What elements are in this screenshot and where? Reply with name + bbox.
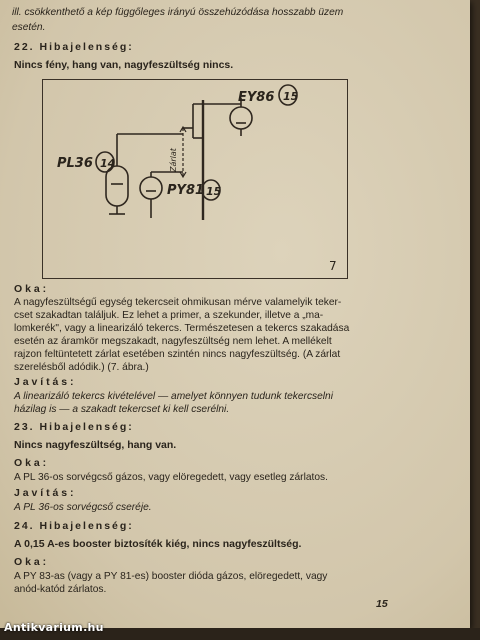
py81-tube-symbol bbox=[140, 177, 162, 199]
py81-label: PY81 bbox=[167, 183, 205, 198]
section-22-oka-line-2: cset szakadtan találjuk. Ez lehet a primer, a szekunder, illetve a „ma- bbox=[14, 310, 324, 321]
section-23-javitas-label: J a v í t á s : bbox=[14, 487, 74, 499]
section-22-title: 22. Hibajelenség: bbox=[14, 41, 134, 53]
section-23-oka-label: O k a : bbox=[14, 457, 47, 469]
section-22-oka-line-4: esetén az áramkör megszakadt, nagyfeszültség nem lehet. A mellékelt bbox=[14, 336, 332, 347]
section-24-title: 24. Hibajelenség: bbox=[14, 520, 134, 532]
section-23-subtitle: Nincs nagyfeszültség, hang van. bbox=[14, 439, 177, 451]
ey86-tube-symbol bbox=[230, 107, 252, 129]
top-line: ill. csökkenthető a kép függőleges irányú összehúzódása hosszabb üzem bbox=[12, 7, 344, 18]
section-24-oka-line-1: A PY 83-as (vagy a PY 81-es) booster dióda gázos, elöregedett, vagy bbox=[14, 571, 328, 582]
section-22-javitas-line-1: A linearizáló tekercs kivételével — amelyet könnyen tudunk tekercselni bbox=[14, 391, 333, 402]
section-23-title: 23. Hibajelenség: bbox=[14, 421, 134, 433]
fault-label: Zárlat bbox=[169, 148, 178, 172]
figure-number: 7 bbox=[329, 259, 337, 273]
ey86-label: EY86 bbox=[238, 90, 275, 105]
section-22-javitas-line-2: házilag is — a szakadt tekercset ki kell cserélni. bbox=[14, 404, 230, 415]
pl36-tube-symbol bbox=[106, 166, 128, 206]
section-22-oka-label: O k a : bbox=[14, 283, 47, 295]
section-22-javitas-label: J a v í t á s : bbox=[14, 376, 74, 388]
top-line-2: esetén. bbox=[12, 22, 46, 33]
watermark: Antikvarium.hu bbox=[4, 621, 104, 634]
circuit-figure bbox=[42, 79, 348, 279]
section-22-oka-line-1: A nagyfeszültségű egység tekercseit ohmikusan mérve valamelyik teker- bbox=[14, 297, 342, 308]
section-22-oka-line-6: szerelésből adódik.) (7. ábra.) bbox=[14, 362, 149, 373]
py81-number: 15 bbox=[206, 185, 222, 198]
section-24-oka-line-2: anód-katód zárlatos. bbox=[14, 584, 107, 595]
ey86-number: 15 bbox=[283, 90, 299, 103]
section-22-oka-line-3: lomkerék", vagy a linearizáló tekercs. Természetesen a tekercs szakadása bbox=[14, 323, 350, 334]
section-24-subtitle: A 0,15 A-es booster biztosíték kiég, nincs nagyfeszültség. bbox=[14, 538, 302, 550]
section-24-oka-label: O k a : bbox=[14, 556, 47, 568]
section-22-oka-line-5: rajzon feltüntetett zárlat esetében szintén nincs nagyfeszültség. (A zárlat bbox=[14, 349, 341, 360]
circuit-diagram bbox=[43, 80, 347, 278]
pl36-label: PL36 bbox=[57, 156, 93, 171]
section-23-oka-line: A PL 36-os sorvégcső gázos, vagy elöregedett, vagy esetleg zárlatos. bbox=[14, 472, 328, 483]
section-23-javitas-line: A PL 36-os sorvégcső cseréje. bbox=[14, 502, 152, 513]
pl36-number: 14 bbox=[100, 157, 116, 170]
page-number: 15 bbox=[376, 598, 388, 610]
section-22-subtitle: Nincs fény, hang van, nagyfeszültség nincs. bbox=[14, 59, 234, 71]
